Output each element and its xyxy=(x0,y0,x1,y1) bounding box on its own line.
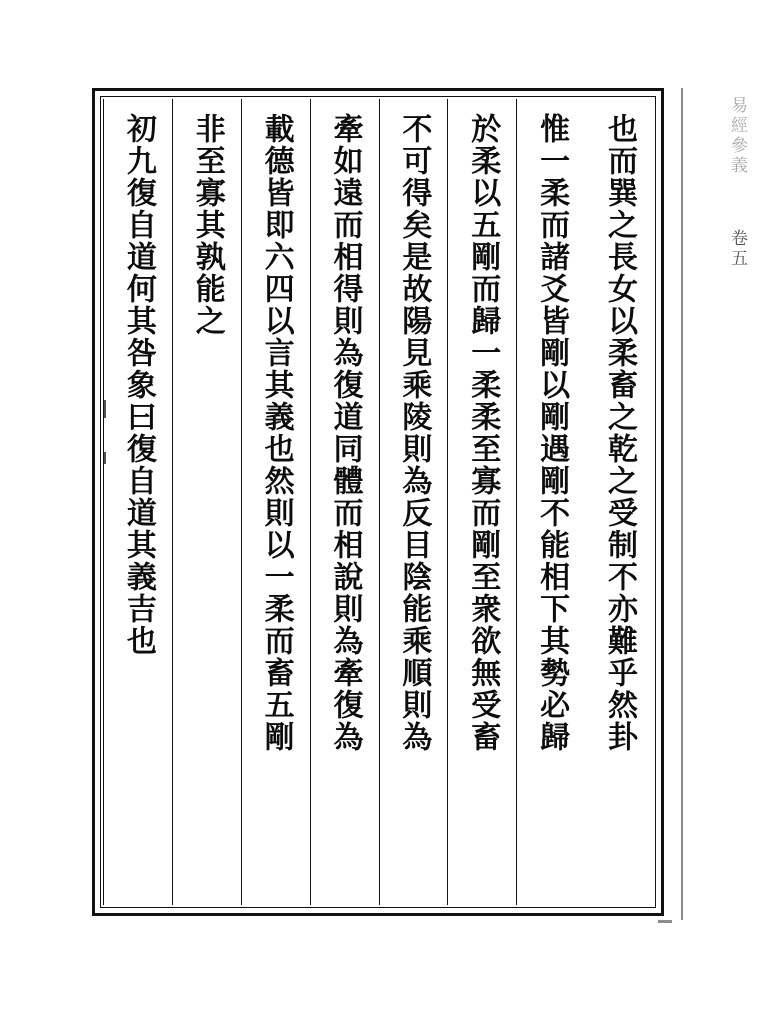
column-text-6: 載德皆即六四以言其義也然則以一柔而畜五剛 xyxy=(258,113,294,753)
column-text-2: 惟一柔而諸爻皆剛以剛遇剛不能相下其勢必歸 xyxy=(534,113,570,753)
column-text-1: 也而巽之長女以柔畜之乾之受制不亦難乎然卦 xyxy=(601,113,637,753)
ink-artifact xyxy=(103,400,106,418)
text-block-frame xyxy=(92,88,664,916)
text-column xyxy=(103,99,172,905)
text-column xyxy=(379,99,448,905)
text-column xyxy=(310,99,379,905)
text-column xyxy=(241,99,310,905)
column-text-8: 初九復自道何其咎象曰復自道其義吉也 xyxy=(120,113,156,657)
text-columns xyxy=(103,99,653,905)
ink-artifact xyxy=(658,920,672,923)
text-column xyxy=(172,99,241,905)
text-column xyxy=(447,99,516,905)
ink-artifact xyxy=(103,452,106,464)
column-text-3: 於柔以五剛而歸一柔柔至寡而剛至衆欲無受畜 xyxy=(465,113,501,753)
volume-label: 卷五 xyxy=(727,229,747,269)
column-text-4: 不可得矣是故陽見乘陵則為反目陰能乘順則為 xyxy=(396,113,432,753)
text-column xyxy=(516,99,585,905)
column-text-7: 非至寡其孰能之 xyxy=(189,113,225,337)
running-head-title: 易經參義 xyxy=(727,96,747,176)
text-column xyxy=(585,99,653,905)
column-text-5: 牽如遠而相得則為復道同體而相說則為牽復為 xyxy=(327,113,363,753)
